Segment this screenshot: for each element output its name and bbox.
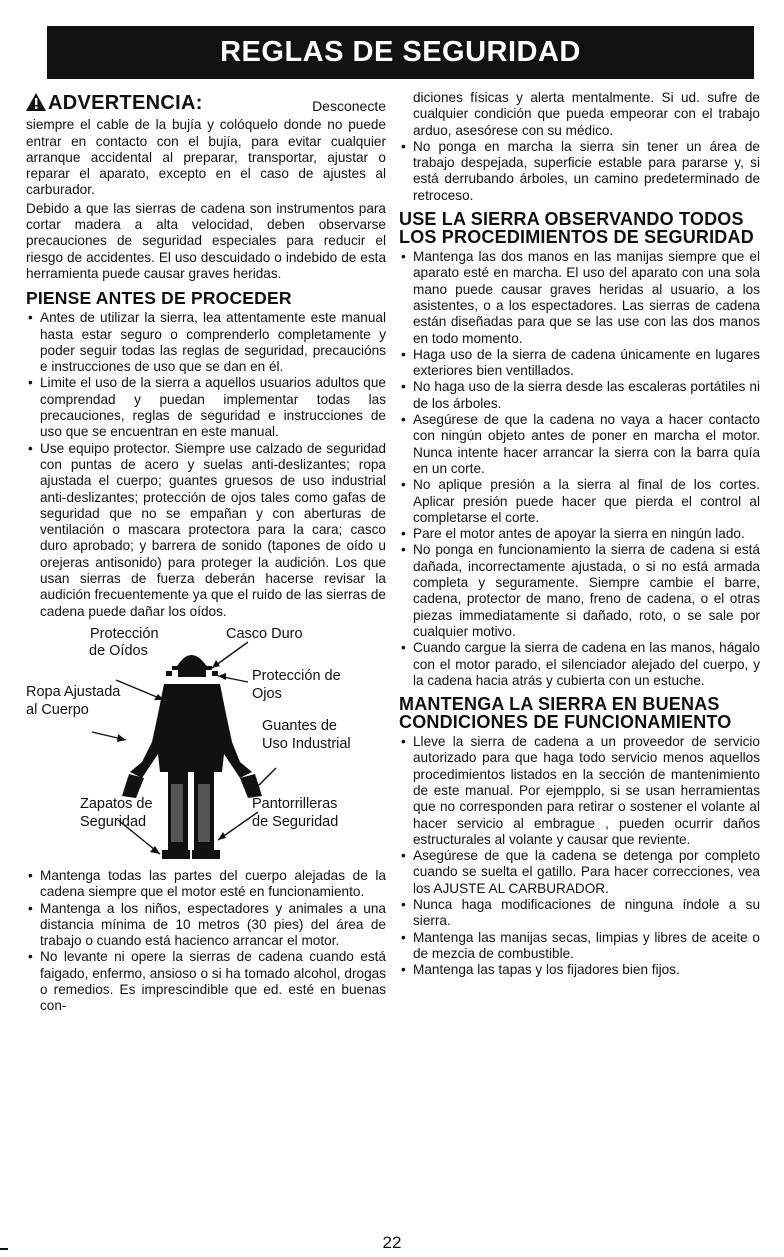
label-gloves: Guantes de Uso Industrial	[262, 717, 351, 752]
list-piense	[26, 310, 386, 620]
label-safety-shoes: Zapatos de Seguridad	[80, 795, 153, 830]
list-item: • Asegúrese de que la cadena no vaya a hacer contacto con ningún objeto antes de poner en marcha el motor. Nunca intente hacer arrancar la sierra con la barra quía en un corte.	[399, 412, 760, 477]
list-item: • Mantenga las dos manos en las manijas siempre que el aparato esté en marcha. El uso del aparato con una sola mano puede causar graves heridas al usuario, a los asistentes, o a los espectadores. Las sierras de cadena están diseñadas para que se las use con las dos manos en todo momento.	[399, 249, 760, 347]
warning-lead: Desconecte	[312, 98, 386, 114]
list-item: • Haga uso de la sierra de cadena únicamente en lugares exteriores bien ventillados.	[399, 347, 760, 380]
list-item: • Limite el uso de la sierra a aquellos usuarios adultos que comprendad y puedan implementar todas las precauciones, reglas de seguridad e instrucciones de uso que se encuentran en este manual.	[26, 375, 386, 440]
label-hard-hat: Casco Duro	[226, 625, 303, 642]
list-item: • Use equipo protector. Siempre use calzado de seguridad con puntas de acero y suelas anti-deslizantes; ropa ajustada el cuerpo; guantes gruesos de uso industrial anti-deslizantes; protección de ojos tales como gafas de seguridad que no se empañan y con aberturas de ventilación o mascara protectora para la cara; casco duro aprobado; y barrera de sonido (tapones de oído u orejeras antisonido) para proteger la audición. Los que usan sierras de fuerza deberán hacerse revisar la audición frecuentemente ya que el ruido de las sierras de cadena puede dañar los oídos.	[26, 441, 386, 620]
list-item: • Cuando cargue la sierra de cadena en las manos, hágalo con el motor parado, el silenciador alejado del cuerpo, y la cadena hacia atrás y cubierta con un estuche.	[399, 640, 760, 689]
label-eye-protection: Protección de Ojos	[252, 667, 341, 702]
list-piense-continued	[26, 868, 386, 1015]
list-item: • Pare el motor antes de apoyar la sierra en ningún lado.	[399, 526, 760, 542]
list-item: • Mantenga todas las partes del cuerpo alejadas de la cadena siempre que el motor esté en funcionamiento.	[26, 868, 386, 901]
section-banner: REGLAS DE SEGURIDAD	[47, 26, 754, 79]
warning-triangle-icon	[26, 93, 46, 115]
heading-mantenga: MANTENGA LA SIERRA EN BUENAS CONDICIONES DE FUNCIONAMIENTO	[399, 694, 732, 733]
left-column	[26, 90, 386, 1015]
warning-text: siempre el cable de la bujía y colóquelo donde no puede entrar en contacto con el bujía, para evitar cualquier arranque accidental al preparar, transportar, ajustar o reparar el aparato, excepto en el caso de ajustes al carburador.	[26, 117, 386, 198]
list-procedures	[399, 249, 760, 689]
list-item: • Asegúrese de que la cadena se detenga por completo cuando se suelta el gatillo. Para hacer correcciones, vea los AJUSTE AL CARBURADOR.	[399, 848, 760, 897]
continued-paragraph: diciones físicas y alerta mentalmente. Si ud. sufre de cualquier condición que pueda empeorar con el trabajo arduo, asesórese con su médico.	[413, 90, 760, 138]
list-item: • Lleve la sierra de cadena a un proveedor de servicio autorizado para que haga todo servicio menos aquellos procedimientos listados en la sección de mantenimiento de este manual. Por ejempplo, si se usan herramientas que no corresponden para retirar o sostener el volante al hacer servicio al embrague , pueden ocurrir daños estructurales al volante y causar que reviente.	[399, 734, 760, 848]
warning-title: ADVERTENCIA:	[48, 92, 203, 114]
heading-piense: PIENSE ANTES DE PROCEDER	[26, 288, 292, 309]
right-column	[399, 90, 760, 979]
heading-use-la-sierra: USE LA SIERRA OBSERVANDO TODOS LOS PROCEDIMIENTOS DE SEGURIDAD	[399, 209, 754, 248]
page-number: 22	[382, 1233, 402, 1252]
label-fitted-clothing: Ropa Ajustada al Cuerpo	[26, 683, 121, 718]
list-item: • No haga uso de la sierra desde las escaleras portátiles ni de los árboles.	[399, 379, 760, 412]
list-item: • Mantenga las tapas y los fijadores bien fijos.	[399, 962, 760, 978]
list-item: • No ponga en marcha la sierra sin tener un área de trabajo despejada, superficie estable para pararse y, si está derrubando árboles, un camino predeterminado de retroceso.	[399, 139, 760, 204]
label-hearing-protection: Protección de Oídos	[89, 625, 159, 659]
intro-paragraph: Debido a que las sierras de cadena son instrumentos para cortar madera a alta velocidad, deben observarse precauciones de seguridad especiales para reducir el riesgo de accidentes. El uso descuidado o indebido de esta herramienta puede causar graves heridas.	[26, 200, 386, 281]
list-item: • Mantenga las manijas secas, limpias y libres de aceite o de mezcia de combustible.	[399, 930, 760, 963]
label-chaps: Pantorrilleras de Seguridad	[252, 795, 339, 830]
list-maintenance	[399, 734, 760, 978]
protective-gear-figure	[26, 622, 386, 860]
warning-block	[26, 93, 386, 115]
list-item: • No ponga en funcionamiento la sierra de cadena si está dañada, incorrectamente ajustada, o si no está armada completa y seguramente. Siempre cambie el barre, cadena, protector de mano, freno de cadena, o el otras piezas immediatamente si dañado, roto, o se sale por cualquier motivo.	[399, 542, 760, 640]
corner-mark	[0, 1248, 8, 1250]
list-item: • Antes de utilizar la sierra, lea attentamente este manual hasta estar seguro o comprenderlo completamente y poder seguir todas las reglas de seguridad, precaucións e instrucciones de uso que se dan en él.	[26, 310, 386, 375]
list-item: • Mantenga a los niños, espectadores y animales a una distancia mínima de 10 metros (30 pies) del área de trabajo o cuando está hacienco arrancar el motor.	[26, 901, 386, 950]
list-item: • Nunca haga modificaciones de ninguna índole a su sierra.	[399, 897, 760, 930]
list-item: • No aplique presión a la sierra al final de los cortes. Aplicar presión puede hacer que pierda el control al completarse el corte.	[399, 477, 760, 526]
list-area	[399, 139, 760, 204]
list-item: • No levante ni opere la sierras de cadena cuando está faigado, enfermo, ansioso o si ha tomado alcohol, drogas o remedios. Es imprescindible que ed. esté en buenas con-	[26, 949, 386, 1014]
